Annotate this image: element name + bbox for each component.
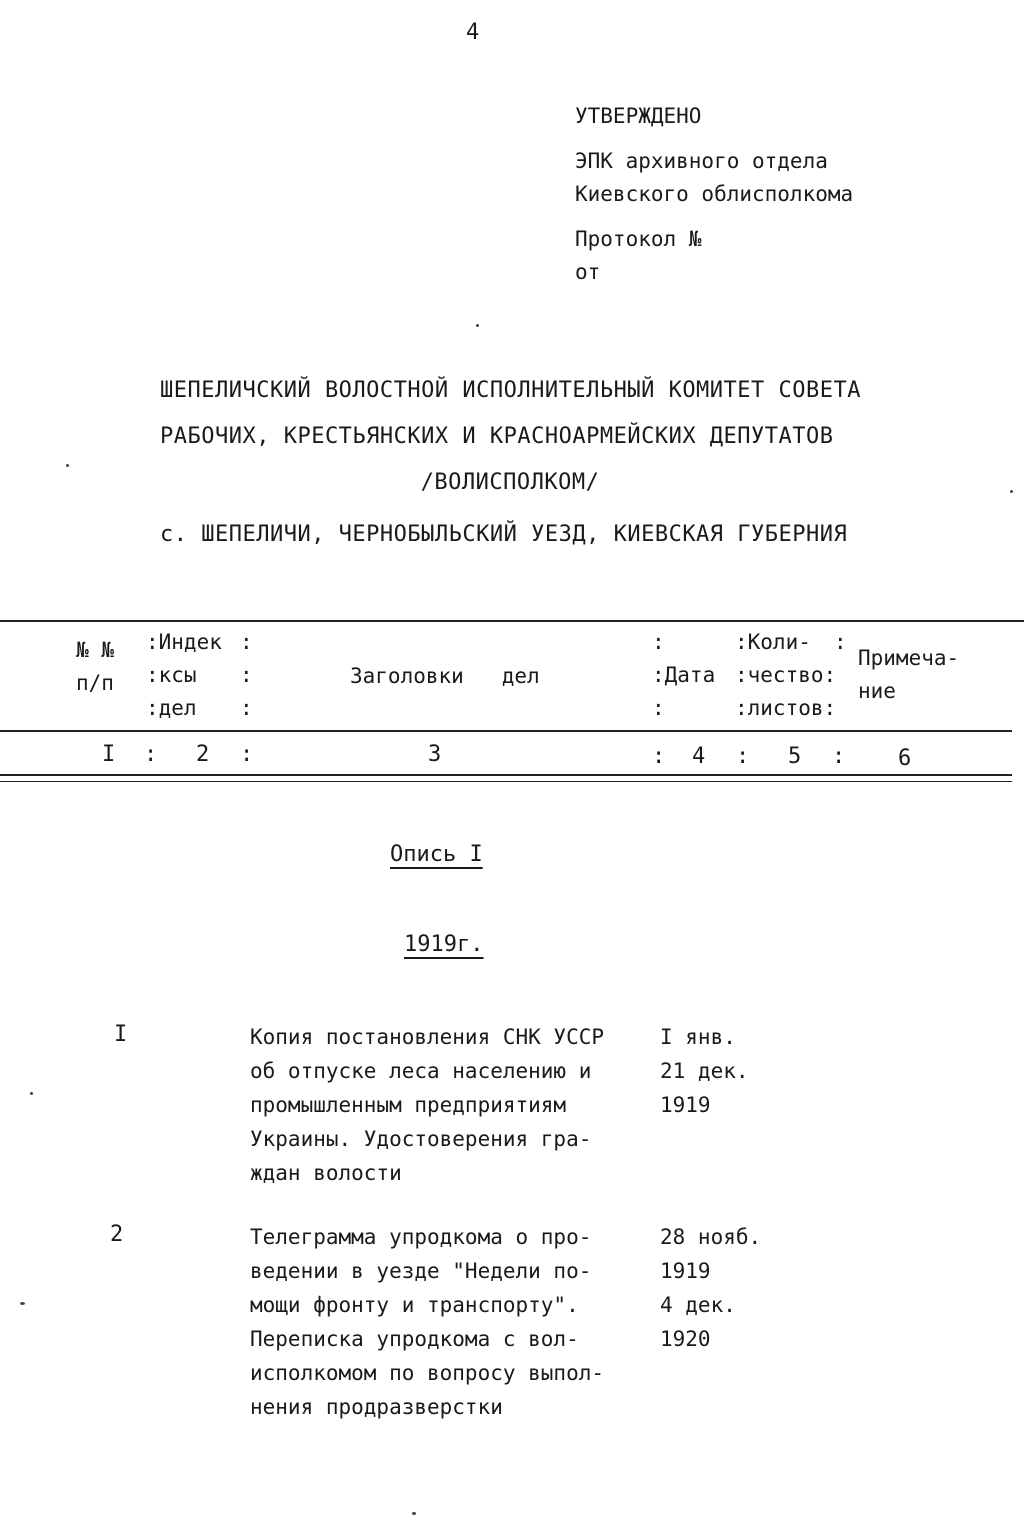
entry-dates: 28 нояб. 1919 4 дек. 1920	[660, 1225, 762, 1351]
column-number-5: 5	[788, 744, 802, 769]
header-colon-separator: : : :	[240, 630, 253, 720]
scan-speck	[66, 464, 69, 467]
header-colon-separator-2: :	[834, 630, 847, 654]
header-title-col: Заголовки дел	[350, 664, 540, 688]
organization-line-1: ШЕПЕЛИЧСКИЙ ВОЛОСТНОЙ ИСПОЛНИТЕЛЬНЫЙ КОМИТЕТ СОВЕТА	[160, 378, 862, 403]
approval-line-2: Киевского облисполкома	[575, 182, 854, 206]
year-heading: 1919г.	[404, 932, 484, 957]
header-date-col: : :Дата :	[652, 630, 716, 720]
organization-heading	[160, 368, 861, 558]
scan-speck	[30, 1092, 33, 1095]
table-header-rule	[0, 730, 1012, 732]
approval-protocol: Протокол №	[575, 227, 702, 251]
column-number-4: 4	[692, 744, 706, 769]
table-top-rule	[0, 620, 1024, 622]
column-number-2: 2	[196, 742, 210, 767]
scan-speck	[476, 324, 479, 327]
entry-number: 2	[110, 1222, 124, 1247]
approval-date-from: от	[575, 260, 601, 284]
header-number-col: № № п/п	[76, 638, 114, 695]
approval-title: УТВЕРЖДЕНО	[575, 104, 702, 128]
scan-speck	[412, 1512, 416, 1515]
scan-speck	[1010, 490, 1013, 493]
organization-line-2: РАБОЧИХ, КРЕСТЬЯНСКИХ И КРАСНОАРМЕЙСКИХ ДЕПУТАТОВ	[160, 424, 834, 449]
header-notes-col: Примеча- ние	[858, 646, 960, 703]
column-number-3: 3	[428, 742, 442, 767]
inventory-title: Опись I	[390, 842, 483, 867]
approval-line-1: ЭПК архивного отдела	[575, 149, 828, 173]
table-bottom-rule	[0, 781, 1012, 782]
header-index-col: :Индек :ксы :дел	[146, 630, 222, 720]
header-sheets-col: :Коли- :чество: :листов:	[735, 630, 837, 720]
organization-location: с. ШЕПЕЛИЧИ, ЧЕРНОБЫЛЬСКИЙ УЕЗД, КИЕВСКАЯ ГУБЕРНИЯ	[160, 522, 848, 547]
entry-title: Копия постановления СНК УССР об отпуске леса населению и промышленным предприятиям Украины. Удостоверения гра- ждан волости	[250, 1025, 605, 1185]
page-number: 4	[466, 20, 480, 45]
entry-title: Телеграмма упродкома о про- ведении в уезде "Недели по- мощи фронту и транспорту". Переписка упродкома с вол- исполкомом по вопросу выпол- нения продразверстки	[250, 1225, 605, 1419]
column-number-6: 6	[898, 746, 912, 771]
scan-speck	[20, 1302, 25, 1305]
entry-dates: I янв. 21 дек. 1919	[660, 1025, 749, 1117]
approval-block	[575, 100, 853, 289]
organization-abbreviation: /ВОЛИСПОЛКОМ/	[420, 470, 600, 495]
column-number-1: I	[102, 742, 116, 767]
table-column-numbers-rule	[0, 774, 1012, 776]
entry-number: I	[114, 1022, 128, 1047]
